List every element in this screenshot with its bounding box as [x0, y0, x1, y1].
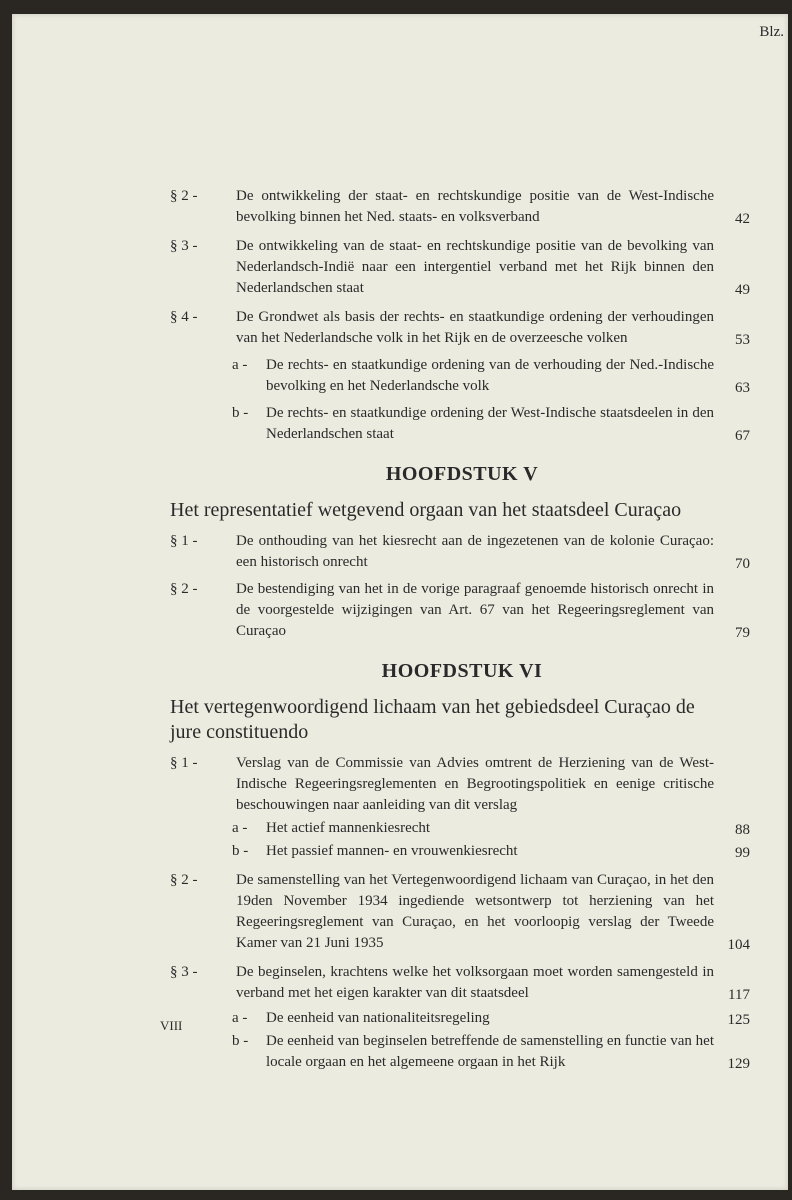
toc-subentry: a - De eenheid van nationaliteitsregeling 125 [170, 1008, 754, 1029]
toc-entry: § 2 - De ontwikkeling der staat- en rechtskundige positie van de West-Indische bevolking binnen het Ned. staats- en volksverband 42 [170, 186, 754, 228]
page-number: 117 [728, 987, 750, 1003]
page-number: 70 [735, 556, 750, 572]
toc-entry: § 4 - De Grondwet als basis der rechts- en staatkundige ordening der verhoudingen van het Nederlandsche volk in het Rijk en de overzeesche volken 53 [170, 307, 754, 349]
page-number: 67 [735, 428, 750, 444]
toc-subentry: b - Het passief mannen- en vrouwenkiesrecht 99 [170, 841, 754, 862]
toc-entry: § 2 - De samenstelling van het Vertegenwoordigend lichaam van Curaçao, in het den 19den November 1934 ingediende wetsontwerp tot herziening van het Regeeringsreglement van Curaçao, en het voorloopig verslag der Tweede Kamer van 21 Juni 1935 104 [170, 870, 754, 954]
chapter-heading: HOOFDSTUK VI [381, 660, 543, 682]
page-number: 79 [735, 625, 750, 641]
page-number: 49 [735, 282, 750, 298]
page-number: 129 [727, 1056, 750, 1072]
chapter-title: Het representatief wetgevend orgaan van het staatsdeel Curaçao [170, 499, 682, 521]
page-number: 125 [727, 1012, 750, 1028]
page-number: 99 [735, 845, 750, 861]
toc-subentry: a - De rechts- en staatkundige ordening van de verhouding der Ned.-Indische bevolking en het Nederlandsche volk 63 [170, 355, 754, 397]
page-number: 63 [735, 380, 750, 396]
page-number: 88 [735, 822, 750, 838]
page-number: 53 [735, 332, 750, 348]
toc-subentry: a - Het actief mannenkiesrecht 88 [170, 818, 754, 839]
toc-entry: § 1 - Verslag van de Commissie van Advies omtrent de Herziening van de West-Indische Regeeringsreglementen en Begrootingspolitiek en eenige critische beschouwingen naar aanleiding van dit verslag [170, 755, 714, 813]
chapter-heading: HOOFDSTUK V [385, 463, 539, 485]
toc-entry: § 3 - De beginselen, krachtens welke het volksorgaan moet worden samengesteld in verband met het eigen karakter van dit staatsdeel 117 [170, 962, 754, 1004]
page-number: 104 [727, 937, 750, 953]
book-page [12, 14, 788, 1190]
toc-content [170, 186, 754, 1073]
toc-entry: § 1 - De onthouding van het kiesrecht aan de ingezetenen van de kolonie Curaçao: een historisch onrecht 70 [170, 531, 754, 573]
toc-entry: § 3 - De ontwikkeling van de staat- en rechtskundige positie van de bevolking van Nederlandsch-Indië naar een intergentiel verband met het Rijk binnen den Nederlandschen staat 49 [170, 236, 754, 299]
toc-subentry: b - De eenheid van beginselen betreffende de samenstelling en functie van het locale orgaan en het algemeene orgaan in het Rijk 129 [170, 1031, 754, 1073]
chapter-title: Het vertegenwoordigend lichaam van het gebiedsdeel Curaçao de jure constituendo [170, 696, 695, 743]
page-number: 42 [735, 211, 750, 227]
toc-entry: § 2 - De bestendiging van het in de vorige paragraaf genoemde historisch onrecht in de voorgestelde wijzigingen van Art. 67 van het Regeeringsreglement van Curaçao 79 [170, 579, 754, 642]
toc-subentry: b - De rechts- en staatkundige ordening der West-Indische staatsdeelen in den Nederlandschen staat 67 [170, 403, 754, 445]
blz-label: Blz. [759, 24, 784, 40]
roman-page-number: VIII [160, 1018, 183, 1033]
